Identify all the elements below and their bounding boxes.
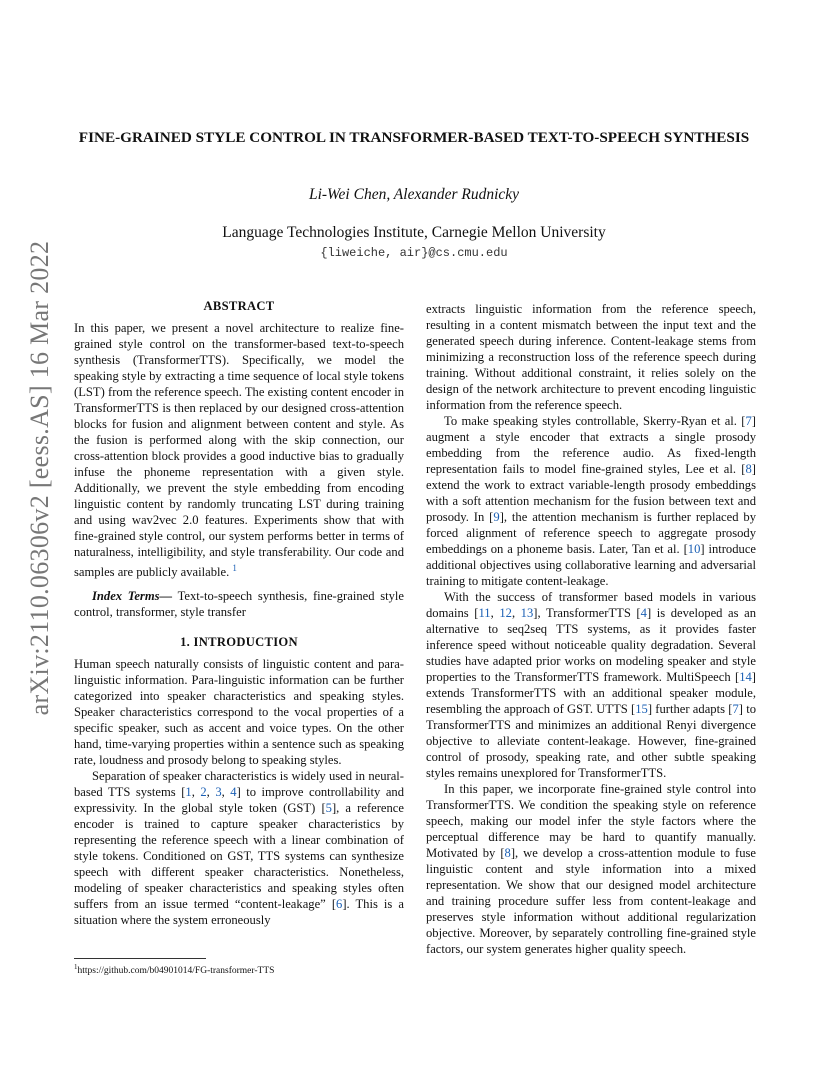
affiliation: Language Technologies Institute, Carnegie Mellon University	[222, 224, 606, 241]
text-run: In this paper, we incorporate fine-grained style control into TransformerTTS. We condition the speaking style on reference speech, making our model infer the style factors where the perceptual difference may be hard to quantify manually. Motivated by [	[426, 782, 756, 860]
index-terms-text: Text-to-speech synthesis, fine-grained style control, transformer, style transfer	[74, 589, 404, 620]
arxiv-stamp-text: arXiv:2110.06306v2 [eess.AS] 16 Mar 2022	[25, 240, 54, 716]
text-run: ,	[221, 785, 231, 800]
text-run: ,	[490, 606, 500, 620]
text-run: ], a reference encoder is trained to capture speaker characteristics by representing the reference speech with a linear combination of style tokens. Conditioned on GST, TTS systems can synthesize speech with different speaker characteristics. Nonetheless, modeling of speaker characteristics and speaking styles often suffers from an issue termed “content-leakage” [	[74, 801, 404, 912]
text-run: ]. This is a situation where the system erroneously	[74, 897, 404, 928]
text-run: ,	[511, 606, 521, 620]
right-paragraph-3	[426, 589, 756, 781]
citation-link[interactable]: 9	[493, 510, 500, 524]
footnote-rule	[74, 958, 206, 959]
text-run: To make speaking styles controllable, Skerry-Ryan et al. [	[444, 414, 746, 428]
citation-link[interactable]: 4	[640, 606, 647, 620]
authors: Li-Wei Chen, Alexander Rudnicky	[308, 186, 520, 203]
text-run: Separation of speaker characteristics is widely used in neural-based TTS systems [	[74, 769, 404, 800]
text-run: ] extends TransformerTTS with an additional speaker module, resembling the approach of GST. UTTS [	[426, 670, 756, 716]
text-run: ] to TransformerTTS and minimizes an additional Renyi divergence objective to alleviate content-leakage. However, fine-grained control of prosody, speaking rate, and other subtle speaking styles remains unexplored for TransformerTTS.	[426, 702, 756, 780]
citation-link[interactable]: 4	[230, 785, 237, 800]
citation-link[interactable]: 8	[504, 846, 511, 860]
citation-link[interactable]: 7	[745, 414, 752, 428]
citation-link[interactable]: 2	[200, 785, 207, 800]
text-run: ] is developed as an alternative to seq2seq TTS systems, as it provides faster inference speed without noticeable quality degradation. Several studies have adapted prior works on modeling speaker and style properties to the TransformerTTS framework. MultiSpeech [	[426, 606, 756, 684]
right-paragraph-4	[426, 781, 756, 957]
right-paragraph-1: extracts linguistic information from the reference speech, resulting in a content mismatch between the input text and the generated speech during inference. Content-leakage stems from minimizing a reconstruction loss of the reference speech during training. Without additional constraint, it relies solely on the design of the network architecture to prevent encoding linguistic information from the reference speech.	[426, 302, 756, 412]
citation-link[interactable]: 15	[635, 702, 648, 716]
index-terms-label: Index Terms—	[92, 589, 173, 604]
left-column	[74, 298, 404, 928]
arxiv-stamp	[12, 240, 68, 716]
citation-link[interactable]: 1	[185, 785, 192, 800]
citation-link[interactable]: 3	[215, 785, 222, 800]
citation-link[interactable]: 13	[520, 606, 534, 620]
text-run: ] to improve controllability and expressivity. In the global style token (GST) [	[74, 785, 405, 816]
text-run: ], TransformerTTS [	[533, 606, 641, 620]
text-run: With the success of transformer based models in various domains [	[426, 590, 756, 620]
citation-link[interactable]: 6	[336, 897, 343, 912]
abstract-heading: ABSTRACT	[203, 299, 275, 313]
footnote-text	[74, 963, 404, 976]
text-run: ,	[191, 785, 201, 800]
right-column	[426, 301, 756, 957]
index-terms	[74, 588, 404, 620]
intro-paragraph-1: Human speech naturally consists of linguistic content and para-linguistic information. Para-linguistic information can be further categorized into speaker characteristics and speaking styles. Speaker characteristics correspond to the vocal properties of a specific speaker, such as accent and voice types. On the other hand, time-varying properties within a sentence such as speaking rate, loudness and prosody belong to speaking styles.	[74, 657, 404, 768]
footnote-url[interactable]: https://github.com/b04901014/FG-transformer-TTS	[77, 966, 275, 977]
citation-link[interactable]: 12	[499, 606, 512, 620]
citation-link[interactable]: 8	[745, 462, 752, 476]
text-run: ] further adapts [	[647, 702, 733, 716]
abstract-body	[74, 320, 404, 580]
abstract-text: In this paper, we present a novel architecture to realize fine-grained style control on the transformer-based text-to-speech synthesis (TransformerTTS). Specifically, we model the speaking style by extracting a time sequence of local style tokens (LST) from the reference speech. The existing content encoder in TransformerTTS is then replaced by our designed cross-attention blocks for fusion and alignment between content and style. As the fusion is performed along with the skip connection, our cross-attention block provides a good inductive bias to gradually infuse the phoneme representation with a given style. Additionally, we prevent the style embedding from encoding linguistic content by randomly truncating LST during training and using wav2vec 2.0 features. Experiments show that with fine-grained style control, our system performs better in terms of naturalness, intelligibility, and style transferability. Our code and samples are publicly available.	[74, 321, 404, 580]
text-run: ,	[206, 785, 216, 800]
footnote	[74, 958, 404, 976]
intro-paragraph-2	[74, 768, 404, 928]
citation-link[interactable]: 11	[478, 606, 491, 620]
citation-link[interactable]: 7	[732, 702, 739, 716]
text-run: ] augment a style encoder that extracts a single prosody embedding from the reference audio. As fixed-length representation fails to model fine-grained styles, Lee et al. [	[426, 414, 756, 476]
intro-heading: 1. INTRODUCTION	[180, 635, 298, 650]
footnote-link[interactable]: 1	[232, 563, 237, 573]
citation-link[interactable]: 5	[325, 801, 332, 816]
paper-title: FINE-GRAINED STYLE CONTROL IN TRANSFORMER-BASED TEXT-TO-SPEECH SYNTHESIS	[78, 129, 750, 146]
citation-link[interactable]: 14	[739, 670, 752, 684]
text-run: ] extend the work to extract variable-length prosody embeddings with a soft attention mechanism for the fusion between text and prosody. In [	[426, 462, 756, 524]
text-run: ], the attention mechanism is further replaced by forced alignment of reference speech to aggregate prosody embeddings on a phoneme basis. Later, Tan et al. [	[426, 510, 756, 556]
text-run: ], we develop a cross-attention module to fuse linguistic content and style information into a mixed representation. We show that our designed model architecture and training procedure suffer less from content-leakage and preserves style information without additional regularization objective. Moreover, by separately controlling fine-grained style factors, our system generates higher quality speech.	[426, 846, 756, 956]
citation-link[interactable]: 10	[687, 542, 701, 556]
footnote-mark: 1	[74, 963, 78, 971]
text-run: ] introduce additional objectives using collaborative learning and adversarial training to mitigate content-leakage.	[426, 542, 757, 588]
email: {liweiche, air}@cs.cmu.edu	[320, 246, 508, 260]
right-paragraph-2	[426, 413, 756, 589]
